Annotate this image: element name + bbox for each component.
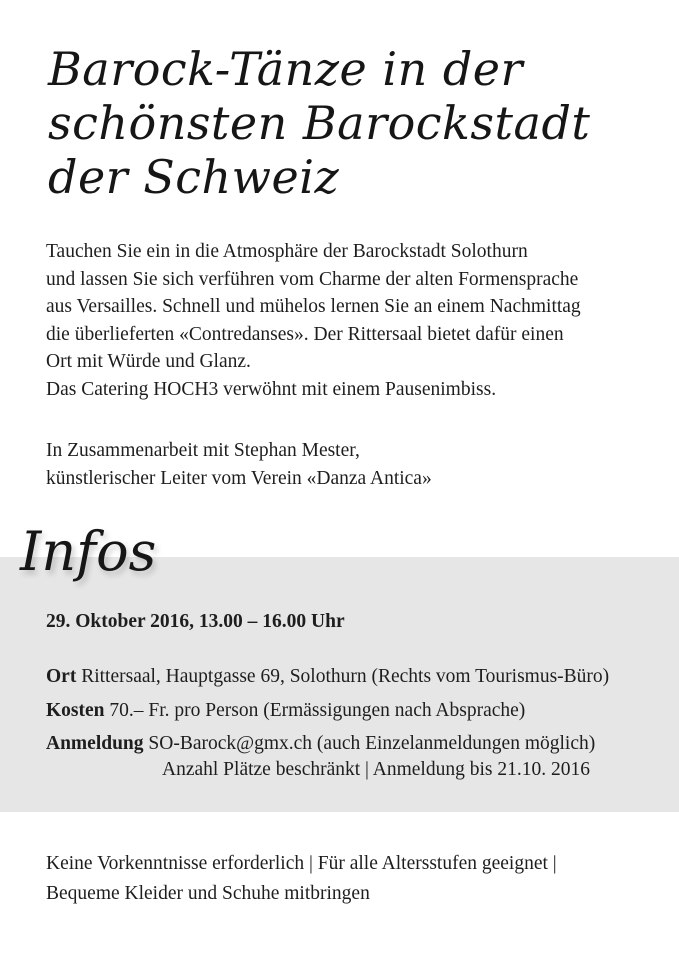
collab-line: In Zusammenarbeit mit Stephan Mester,	[46, 440, 360, 461]
info-kosten-row	[46, 698, 525, 724]
title-line-1: Barock-Tänze in der	[48, 42, 524, 96]
ort-label: Ort	[46, 666, 77, 687]
kosten-value: 70.– Fr. pro Person (Ermässigungen nach Absprache)	[109, 700, 526, 721]
anmeldung-note: Anzahl Plätze beschränkt | Anmeldung bis 21.10. 2016	[162, 759, 590, 780]
title-line-3: der Schweiz	[48, 150, 340, 204]
intro-line: die überlieferten «Contredanses». Der Rittersaal bietet dafür einen	[46, 323, 564, 345]
intro-line: Tauchen Sie ein in die Atmosphäre der Barockstadt Solothurn	[46, 241, 528, 262]
kosten-label: Kosten	[46, 700, 105, 721]
intro-line: Das Catering HOCH3 verwöhnt mit einem Pausenimbiss.	[46, 378, 497, 400]
event-date: 29. Oktober 2016, 13.00 – 16.00 Uhr	[46, 611, 345, 632]
info-ort-row	[46, 664, 609, 690]
info-anmeldung-row	[46, 731, 595, 757]
footer-line: Keine Vorkenntnisse erforderlich | Für alle Altersstufen geeignet |	[46, 853, 557, 874]
intro-line: aus Versailles. Schnell und mühelos lernen Sie an einem Nachmittag	[46, 296, 581, 317]
intro-line: Ort mit Würde und Glanz.	[46, 351, 251, 372]
anmeldung-label: Anmeldung	[46, 733, 144, 754]
footer-note	[46, 849, 666, 909]
ort-value: Rittersaal, Hauptgasse 69, Solothurn (Rechts vom Tourismus-Büro)	[81, 666, 610, 687]
collaboration-note	[46, 437, 666, 492]
title-line-2: schönsten Barockstadt	[48, 96, 591, 150]
page-title	[48, 42, 648, 204]
intro-line: und lassen Sie sich verführen vom Charme der alten Formensprache	[46, 268, 579, 290]
anmeldung-value: SO-Barock@gmx.ch (auch Einzelanmeldungen möglich)	[148, 733, 596, 754]
footer-line: Bequeme Kleider und Schuhe mitbringen	[46, 883, 370, 904]
intro-paragraph	[46, 238, 666, 403]
collab-line: künstlerischer Leiter vom Verein «Danza Antica»	[46, 467, 432, 489]
info-heading: Infos	[20, 520, 157, 583]
